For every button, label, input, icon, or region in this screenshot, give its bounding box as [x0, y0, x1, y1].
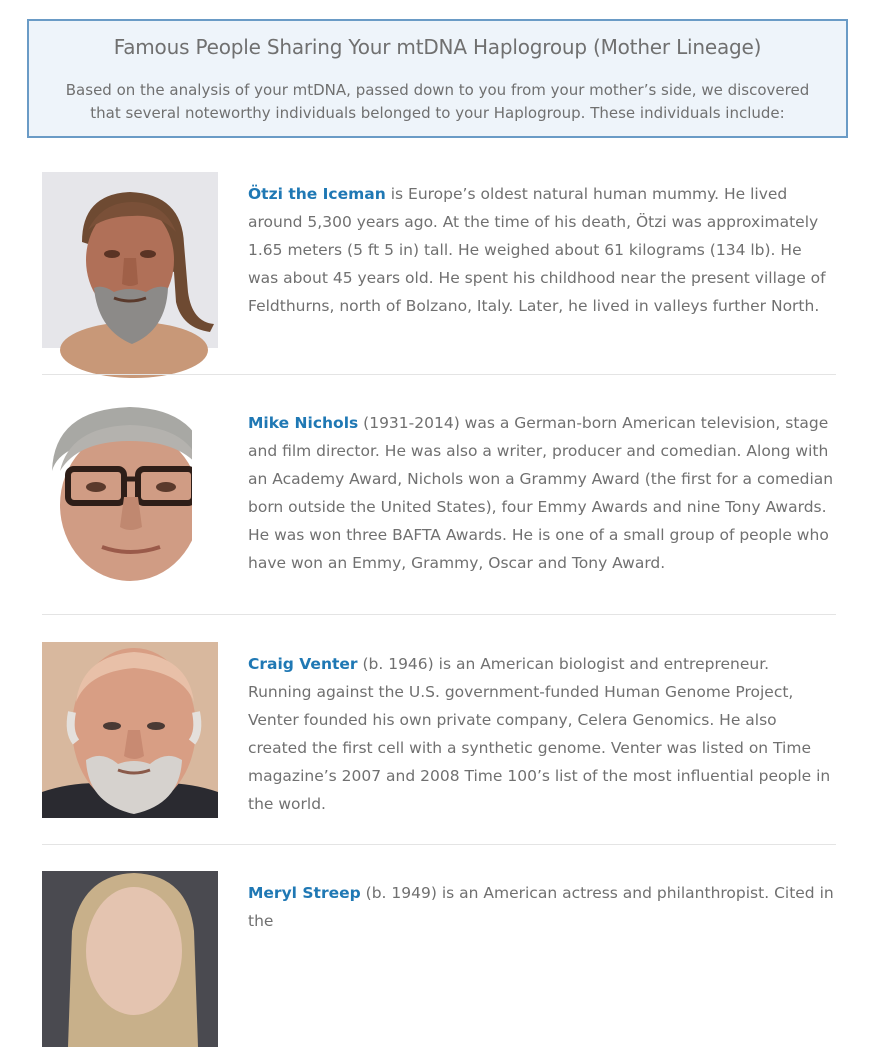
portrait-craig-venter — [42, 642, 218, 818]
bio-craig-venter — [248, 650, 836, 818]
bio-description: (1931-2014) was a German-born American television, stage and film director. He was also a writer, producer and comedian. Along with an Academy Award, Nichols won a Grammy Award (the first for a comedian born outside the United States), four Emmy Awards and nine Tony Awards. He was won three BAFTA Awards. He is one of a small group of people who have won an Emmy, Grammy, Oscar and Tony Award. — [248, 414, 834, 572]
portrait-otzi-image — [42, 172, 218, 348]
intro-text: Based on the analysis of your mtDNA, passed down to you from your mother’s side, we discovered that several noteworthy individuals belonged to your Haplogroup. These individuals include: — [65, 81, 810, 122]
bio-description: (b. 1946) is an American biologist and entrepreneur. Running against the U.S. government-funded Human Genome Project, Venter founded his own private company, Celera Genomics. He also created the first cell with a synthetic genome. Venter was listed on Time magazine’s 2007 and 2008 Time 100’s list of the most influential people in the world. — [248, 655, 831, 813]
portrait-craig-venter-image — [42, 642, 218, 818]
person-name-link[interactable]: Mike Nichols — [248, 414, 359, 432]
portrait-mike-nichols — [42, 401, 218, 577]
portrait-meryl-streep — [42, 871, 218, 1047]
portrait-mike-nichols-image — [42, 401, 218, 577]
bio-description: (b. 1949) is an American actress and philanthropist. Cited in the — [248, 884, 834, 930]
divider — [42, 374, 836, 375]
divider — [42, 614, 836, 615]
bio-meryl-streep — [248, 879, 836, 935]
divider — [42, 844, 836, 845]
person-entry-mike-nichols — [42, 401, 836, 577]
intro-box — [27, 19, 848, 138]
bio-mike-nichols — [248, 409, 836, 577]
portrait-meryl-streep-image — [42, 871, 218, 1047]
person-entry-meryl-streep — [42, 871, 836, 930]
person-entry-craig-venter — [42, 642, 836, 818]
person-name-link[interactable]: Meryl Streep — [248, 884, 361, 902]
bio-otzi — [248, 180, 836, 320]
intro-title: Famous People Sharing Your mtDNA Haplogroup (Mother Lineage) — [113, 35, 762, 59]
portrait-otzi — [42, 172, 218, 348]
person-name-link[interactable]: Craig Venter — [248, 655, 358, 673]
bio-description: is Europe’s oldest natural human mummy. He lived around 5,300 years ago. At the time of his death, Ötzi was approximately 1.65 meters (5 ft 5 in) tall. He weighed about 61 kilograms (134 lb). He was about 45 years old. He spent his childhood near the present village of Feldthurns, north of Bolzano, Italy. Later, he lived in valleys further North. — [248, 185, 826, 315]
person-entry-otzi — [42, 172, 836, 348]
person-name-link[interactable]: Ötzi the Iceman — [248, 185, 386, 203]
